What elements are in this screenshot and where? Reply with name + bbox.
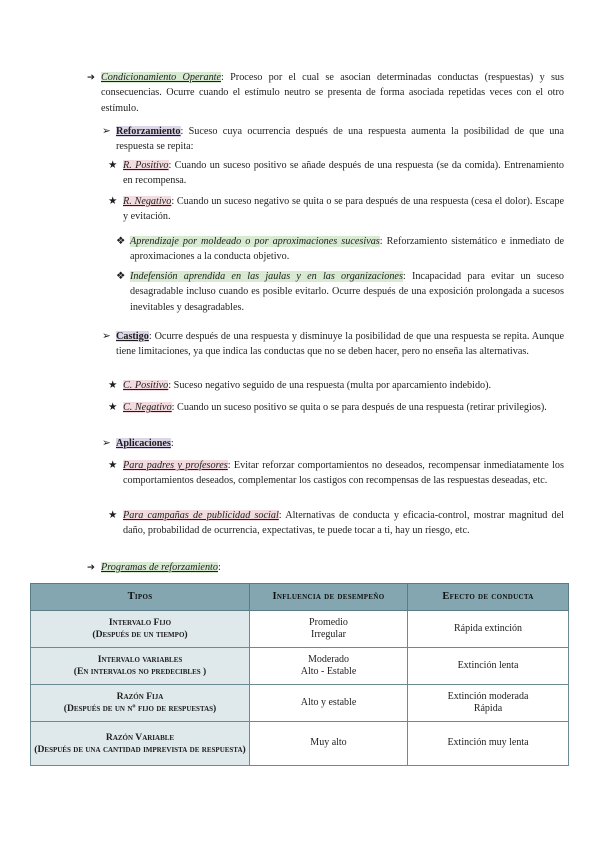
paragraph-c-negativo: [123, 400, 564, 415]
reinforcement-schedule-table: [30, 583, 569, 766]
diamond-bullet-icon: ❖: [116, 236, 126, 247]
text-aplicaciones: :: [170, 438, 174, 449]
tipo-desc: (Después de un nº fijo de respuestas): [63, 703, 217, 714]
paragraph-campanas-publicidad: [123, 508, 564, 539]
star-bullet-icon: ★: [108, 380, 118, 391]
efecto-line: Extinción moderada: [447, 690, 529, 702]
influencia-line: Alto y estable: [300, 696, 357, 708]
cell-efecto: [408, 611, 569, 648]
cell-tipo: [31, 685, 250, 722]
efecto-line: Extinción muy lenta: [447, 737, 529, 749]
influencia-line: Irregular: [311, 629, 346, 640]
text-condicionamiento-operante: : Proceso por el cual se asocian determinadas conductas (respuestas) y sus consecuencias. Ocurre cuando el estímulo neutro se presenta de forma asociada repetidas veces con el otro estímulo.: [101, 72, 564, 114]
tipo-desc: (En intervalos no predecibles ): [73, 666, 207, 677]
text-c-negativo: : Cuando un suceso positivo se quita o se para después de una respuesta (retirar privilegios).: [171, 402, 547, 413]
paragraph-padres-profesores: [123, 458, 564, 489]
tipo-name: Intervalo variables: [97, 654, 183, 665]
paragraph-aprendizaje-moldeado: [130, 234, 564, 265]
text-r-negativo: : Cuando un suceso negativo se quita o se para después de una respuesta (cesa el dolor). Escape y evitación.: [123, 196, 564, 223]
term-c-negativo: C. Negativo: [123, 402, 172, 413]
text-castigo: : Ocurre después de una respuesta y disminuye la posibilidad de que una respuesta se repita. Aunque tiene limitaciones, ya que indica las conductas que no se deben hacer, pero no enseña las alternativas.: [116, 331, 564, 358]
efecto-line: Rápida: [473, 703, 503, 714]
tipo-desc: (Después de un tiempo): [92, 629, 188, 640]
cell-efecto: [408, 685, 569, 722]
star-bullet-icon: ★: [108, 160, 118, 171]
table-row: [31, 648, 569, 685]
star-bullet-icon: ★: [108, 510, 118, 521]
efecto-line: Extinción lenta: [457, 659, 519, 671]
paragraph-reforzamiento: [116, 124, 564, 155]
term-c-positivo: C. Positivo: [123, 380, 169, 391]
table-row: [31, 611, 569, 648]
term-programas-reforzamiento: Programas de reforzamiento: [101, 562, 218, 573]
term-reforzamiento: Reforzamiento: [116, 126, 181, 137]
text-c-positivo: : Suceso negativo seguido de una respuesta (multa por aparcamiento indebido).: [168, 380, 492, 391]
cell-tipo: [31, 722, 250, 766]
diamond-bullet-icon: ❖: [116, 271, 126, 282]
star-bullet-icon: ★: [108, 460, 118, 471]
paragraph-condicionamiento-operante: [101, 70, 564, 116]
header-efecto: Efecto de conducta: [408, 584, 569, 611]
paragraph-r-negativo: [123, 194, 564, 225]
term-condicionamiento-operante: Condicionamiento Operante: [101, 72, 222, 83]
term-r-negativo: R. Negativo: [123, 196, 172, 207]
term-padres-profesores: Para padres y profesores: [123, 460, 228, 471]
term-campanas-publicidad: Para campañas de publicidad social: [123, 510, 279, 521]
arrow-bullet-icon: ➔: [87, 562, 95, 573]
header-influencia: Influencia de desempeño: [250, 584, 408, 611]
star-bullet-icon: ★: [108, 402, 118, 413]
cell-tipo: [31, 611, 250, 648]
tipo-name: Razón Variable: [105, 731, 175, 743]
cell-influencia: [250, 685, 408, 722]
cell-efecto: [408, 722, 569, 766]
table-row: [31, 722, 569, 766]
influencia-line: Muy alto: [310, 737, 347, 749]
cell-influencia: [250, 722, 408, 766]
influencia-line: Moderado: [307, 653, 350, 665]
text-programas-reforzamiento: :: [217, 562, 221, 573]
text-aprendizaje-moldeado: : Reforzamiento sistemático e inmediato de aproximaciones a la conducta objetivo.: [130, 236, 564, 263]
paragraph-c-positivo: [123, 378, 564, 393]
text-padres-profesores: : Evitar reforzar comportamientos no deseados, recompensar inmediatamente los comportamientos deseados, complementar los castigos con recompensas de las respuestas deseadas, etc.: [123, 460, 564, 487]
text-reforzamiento: : Suceso cuya ocurrencia después de una respuesta aumenta la posibilidad de que una respuesta se repita:: [116, 126, 564, 153]
text-indefension-aprendida: : Incapacidad para evitar un suceso desagradable incluso cuando es posible evitarlo. Ocurre después de una exposición prolongada a sucesos inevitables y desagradables.: [130, 271, 565, 313]
tipo-name: Razón Fija: [116, 691, 164, 702]
chevron-bullet-icon: ➢: [102, 331, 111, 342]
term-aprendizaje-moldeado: Aprendizaje por moldeado o por aproximaciones sucesivas: [130, 236, 380, 247]
cell-efecto: [408, 648, 569, 685]
cell-influencia: [250, 648, 408, 685]
chevron-bullet-icon: ➢: [102, 126, 111, 137]
chevron-bullet-icon: ➢: [102, 438, 111, 449]
term-castigo: Castigo: [116, 331, 149, 342]
arrow-bullet-icon: ➔: [87, 72, 95, 83]
cell-tipo: [31, 648, 250, 685]
tipo-desc: (Después de una cantidad imprevista de respuesta): [34, 743, 246, 755]
efecto-line: Rápida extinción: [453, 622, 523, 634]
term-r-positivo: R. Positivo: [123, 160, 169, 171]
term-aplicaciones: Aplicaciones: [116, 438, 171, 449]
table-row: [31, 685, 569, 722]
text-campanas-publicidad: : Alternativas de conducta y eficacia-control, mostrar magnitud del daño, probabilidad de ocurrencia, expectativas, te puede tocar a ti, hay un riesgo, etc.: [123, 510, 564, 537]
influencia-line: Alto - Estable: [300, 666, 357, 677]
paragraph-indefension-aprendida: [130, 269, 564, 315]
paragraph-aplicaciones: [116, 436, 564, 451]
star-bullet-icon: ★: [108, 196, 118, 207]
term-indefension-aprendida: Indefensión aprendida en las jaulas y en las organizaciones: [130, 271, 403, 282]
paragraph-r-positivo: [123, 158, 564, 189]
table-header-row: [31, 584, 569, 611]
header-tipos: Tipos: [31, 584, 250, 611]
cell-influencia: [250, 611, 408, 648]
tipo-name: Intervalo Fijo: [108, 617, 172, 628]
influencia-line: Promedio: [309, 616, 348, 628]
paragraph-programas-reforzamiento: [101, 560, 564, 575]
text-r-positivo: : Cuando un suceso positivo se añade después de una respuesta (se da comida). Entrenamiento en recompensa.: [123, 160, 564, 187]
paragraph-castigo: [116, 329, 564, 360]
